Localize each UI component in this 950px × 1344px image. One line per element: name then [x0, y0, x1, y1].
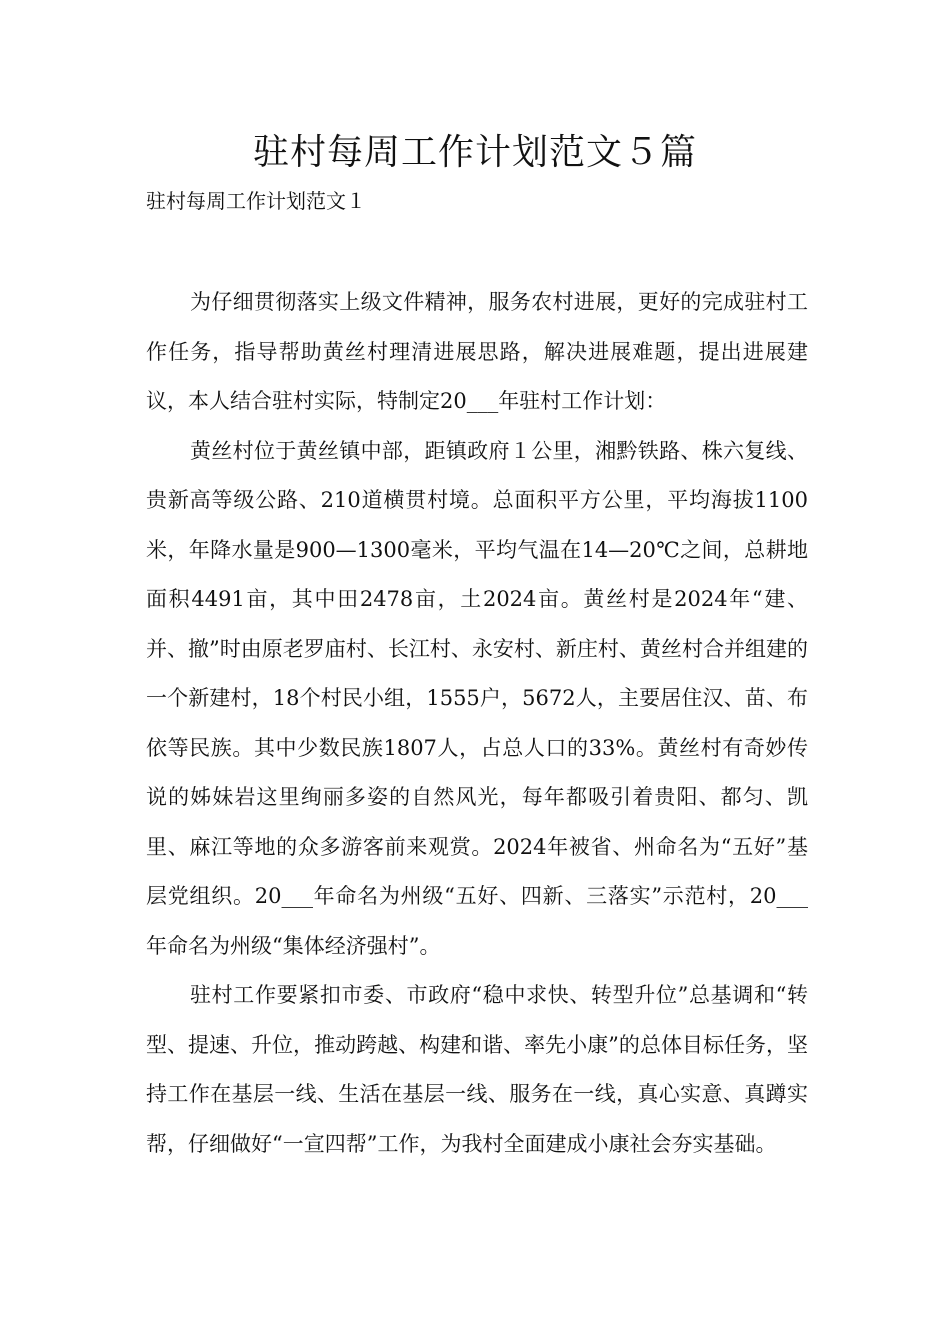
section-subtitle: 驻村每周工作计划范文１	[146, 189, 366, 213]
document-title: 驻村每周工作计划范文５篇	[252, 132, 697, 173]
paragraph: 为仔细贯彻落实上级文件精神，服务农村进展，更好的完成驻村工作任务，指导帮助黄丝村理清进展思路，解决进展难题，提出进展建议，本人结合驻村实际，特制定20___年驻村工作计划：	[146, 290, 808, 413]
document-body	[146, 278, 808, 1169]
paragraph: 黄丝村位于黄丝镇中部，距镇政府１公里，湘黔铁路、株六复线、贵新高等级公路、210道横贯村境。总面积平方公里，平均海拔1100米，年降水量是900—1300毫米，平均气温在14—20℃之间，总耕地面积4491亩，其中田2478亩，土2024亩。黄丝村是2024年“建、并、撤”时由原老罗庙村、长江村、永安村、新庄村、黄丝村合并组建的一个新建村，18个村民小组，1555户，5672人，主要居住汉、苗、布依等民族。其中少数民族1807人，占总人口的33%。黄丝村有奇妙传说的姊妹岩这里绚丽多姿的自然风光，每年都吸引着贵阳、都匀、凯里、麻江等地的众多游客前来观赏。2024年被省、州命名为“五好”基层党组织。20___年命名为州级“五好、四新、三落实”示范村，20___年命名为州级“集体经济强村”。	[146, 438, 808, 958]
paragraph: 驻村工作要紧扣市委、市政府“稳中求快、转型升位”总基调和“转型、提速、升位，推动跨越、构建和谐、率先小康”的总体目标任务，坚持工作在基层一线、生活在基层一线、服务在一线，真心实意、真蹲实帮，仔细做好“一宣四帮”工作，为我村全面建成小康社会夯实基础。	[146, 983, 808, 1156]
